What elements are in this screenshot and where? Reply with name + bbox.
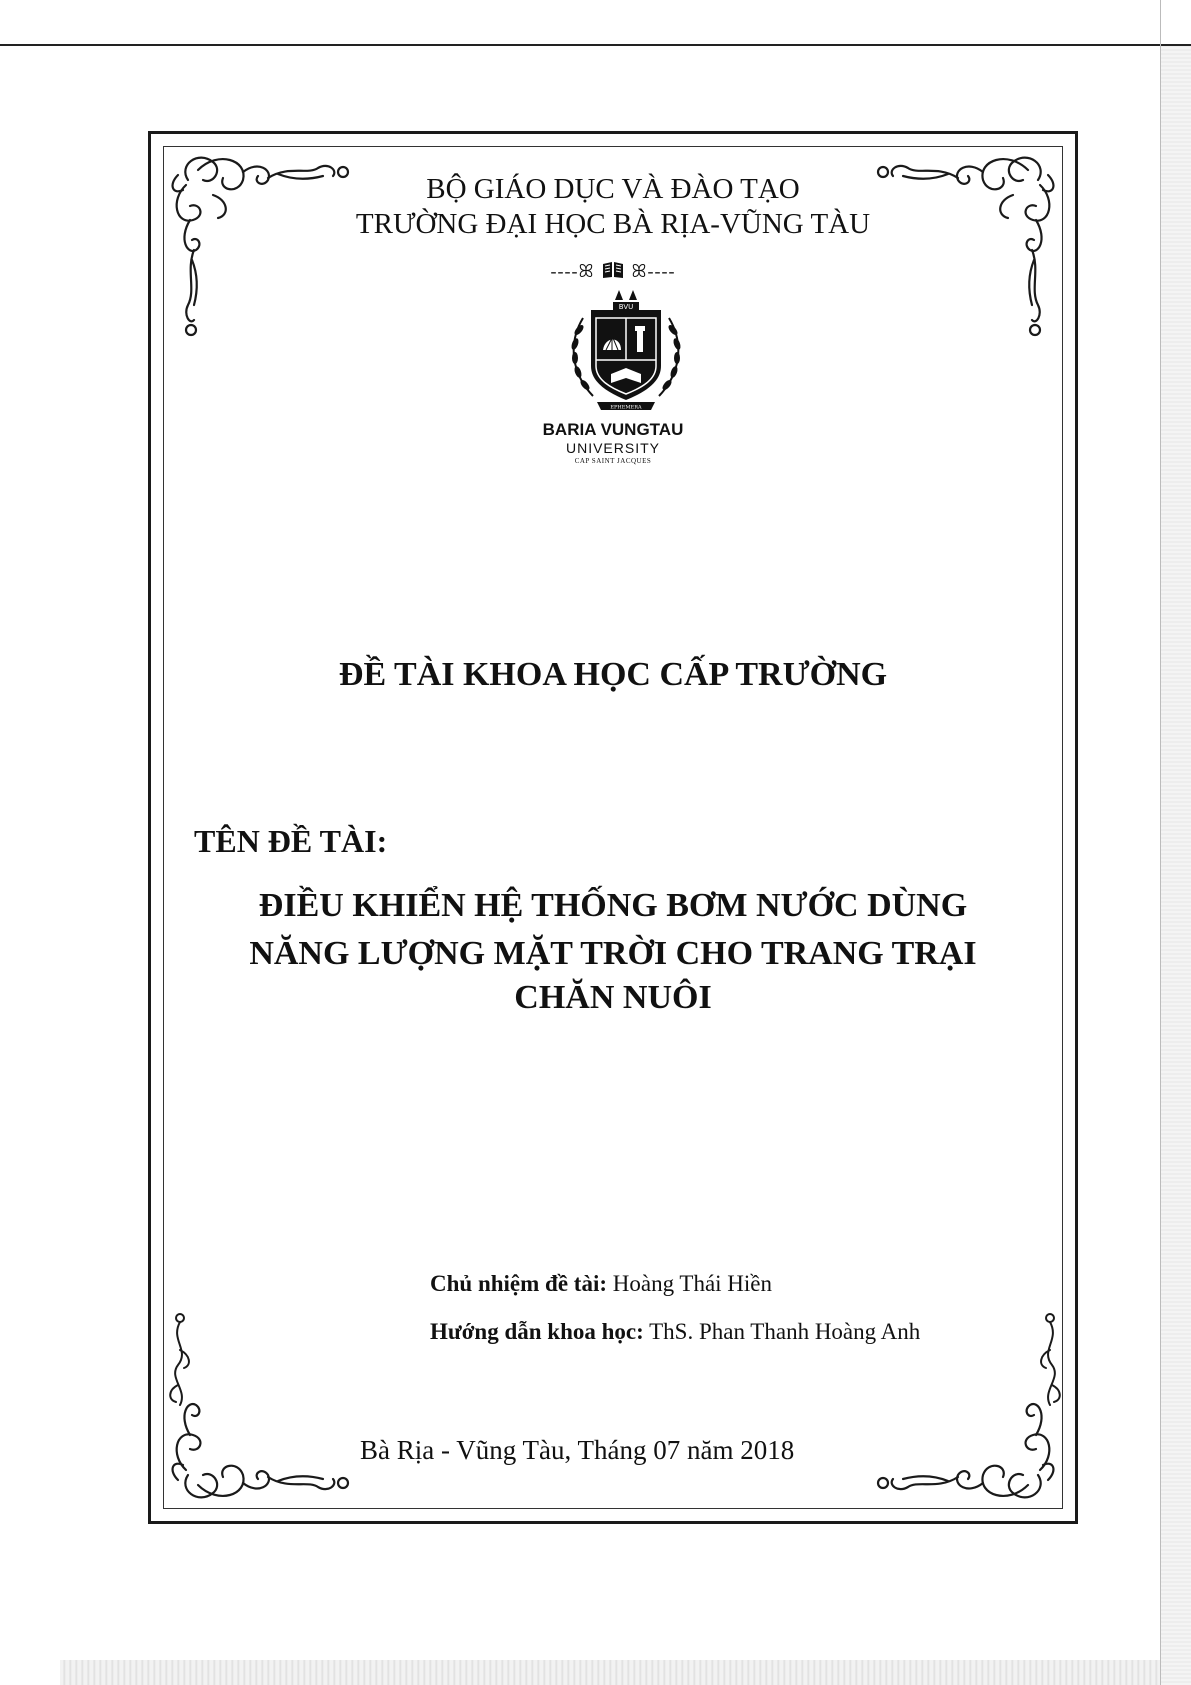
logo-name: BARIA VUNGTAU bbox=[542, 420, 684, 439]
project-lead-value: Hoàng Thái Hiền bbox=[607, 1271, 773, 1296]
advisor-line bbox=[430, 1318, 920, 1346]
side-scroll-ornament-icon bbox=[160, 1310, 200, 1440]
advisor-label: Hướng dẫn khoa học: bbox=[430, 1319, 644, 1344]
divider-left: ----ꕤ bbox=[550, 261, 595, 281]
header-divider bbox=[148, 260, 1078, 282]
university-logo bbox=[563, 288, 689, 418]
logo-ribbon-text: EPHEMERA bbox=[610, 404, 642, 411]
open-book-icon bbox=[602, 261, 624, 279]
scan-right-edge-line bbox=[1160, 0, 1161, 1685]
scan-right-margin bbox=[1160, 46, 1191, 1685]
ministry-heading: BỘ GIÁO DỤC VÀ ĐÀO TẠO bbox=[426, 173, 800, 205]
project-title-line: CHĂN NUÔI bbox=[514, 979, 712, 1016]
logo-subtitle: UNIVERSITY bbox=[565, 440, 660, 456]
side-scroll-ornament-icon bbox=[1030, 1310, 1070, 1440]
advisor-value: ThS. Phan Thanh Hoàng Anh bbox=[643, 1319, 921, 1344]
logo-tagline: CAP SAINT JACQUES bbox=[574, 457, 652, 465]
place-date: Bà Rịa - Vũng Tàu, Tháng 07 năm 2018 bbox=[360, 1435, 795, 1465]
scan-bottom-margin bbox=[60, 1660, 1160, 1685]
university-heading: TRƯỜNG ĐẠI HỌC BÀ RỊA-VŨNG TÀU bbox=[355, 208, 871, 240]
scan-top-edge-line bbox=[0, 44, 1191, 46]
logo-top-text: BVU bbox=[618, 303, 634, 311]
project-lead-line bbox=[430, 1270, 772, 1298]
project-title-line: NĂNG LƯỢNG MẶT TRỜI CHO TRANG TRẠI bbox=[249, 935, 977, 972]
project-lead-label: Chủ nhiệm đề tài: bbox=[430, 1271, 607, 1296]
project-type-heading: ĐỀ TÀI KHOA HỌC CẤP TRƯỜNG bbox=[338, 656, 888, 693]
divider-right: ꕤ---- bbox=[631, 261, 676, 281]
title-label: TÊN ĐỀ TÀI: bbox=[194, 823, 388, 859]
project-title-line: ĐIỀU KHIỂN HỆ THỐNG BƠM NƯỚC DÙNG bbox=[258, 887, 968, 924]
